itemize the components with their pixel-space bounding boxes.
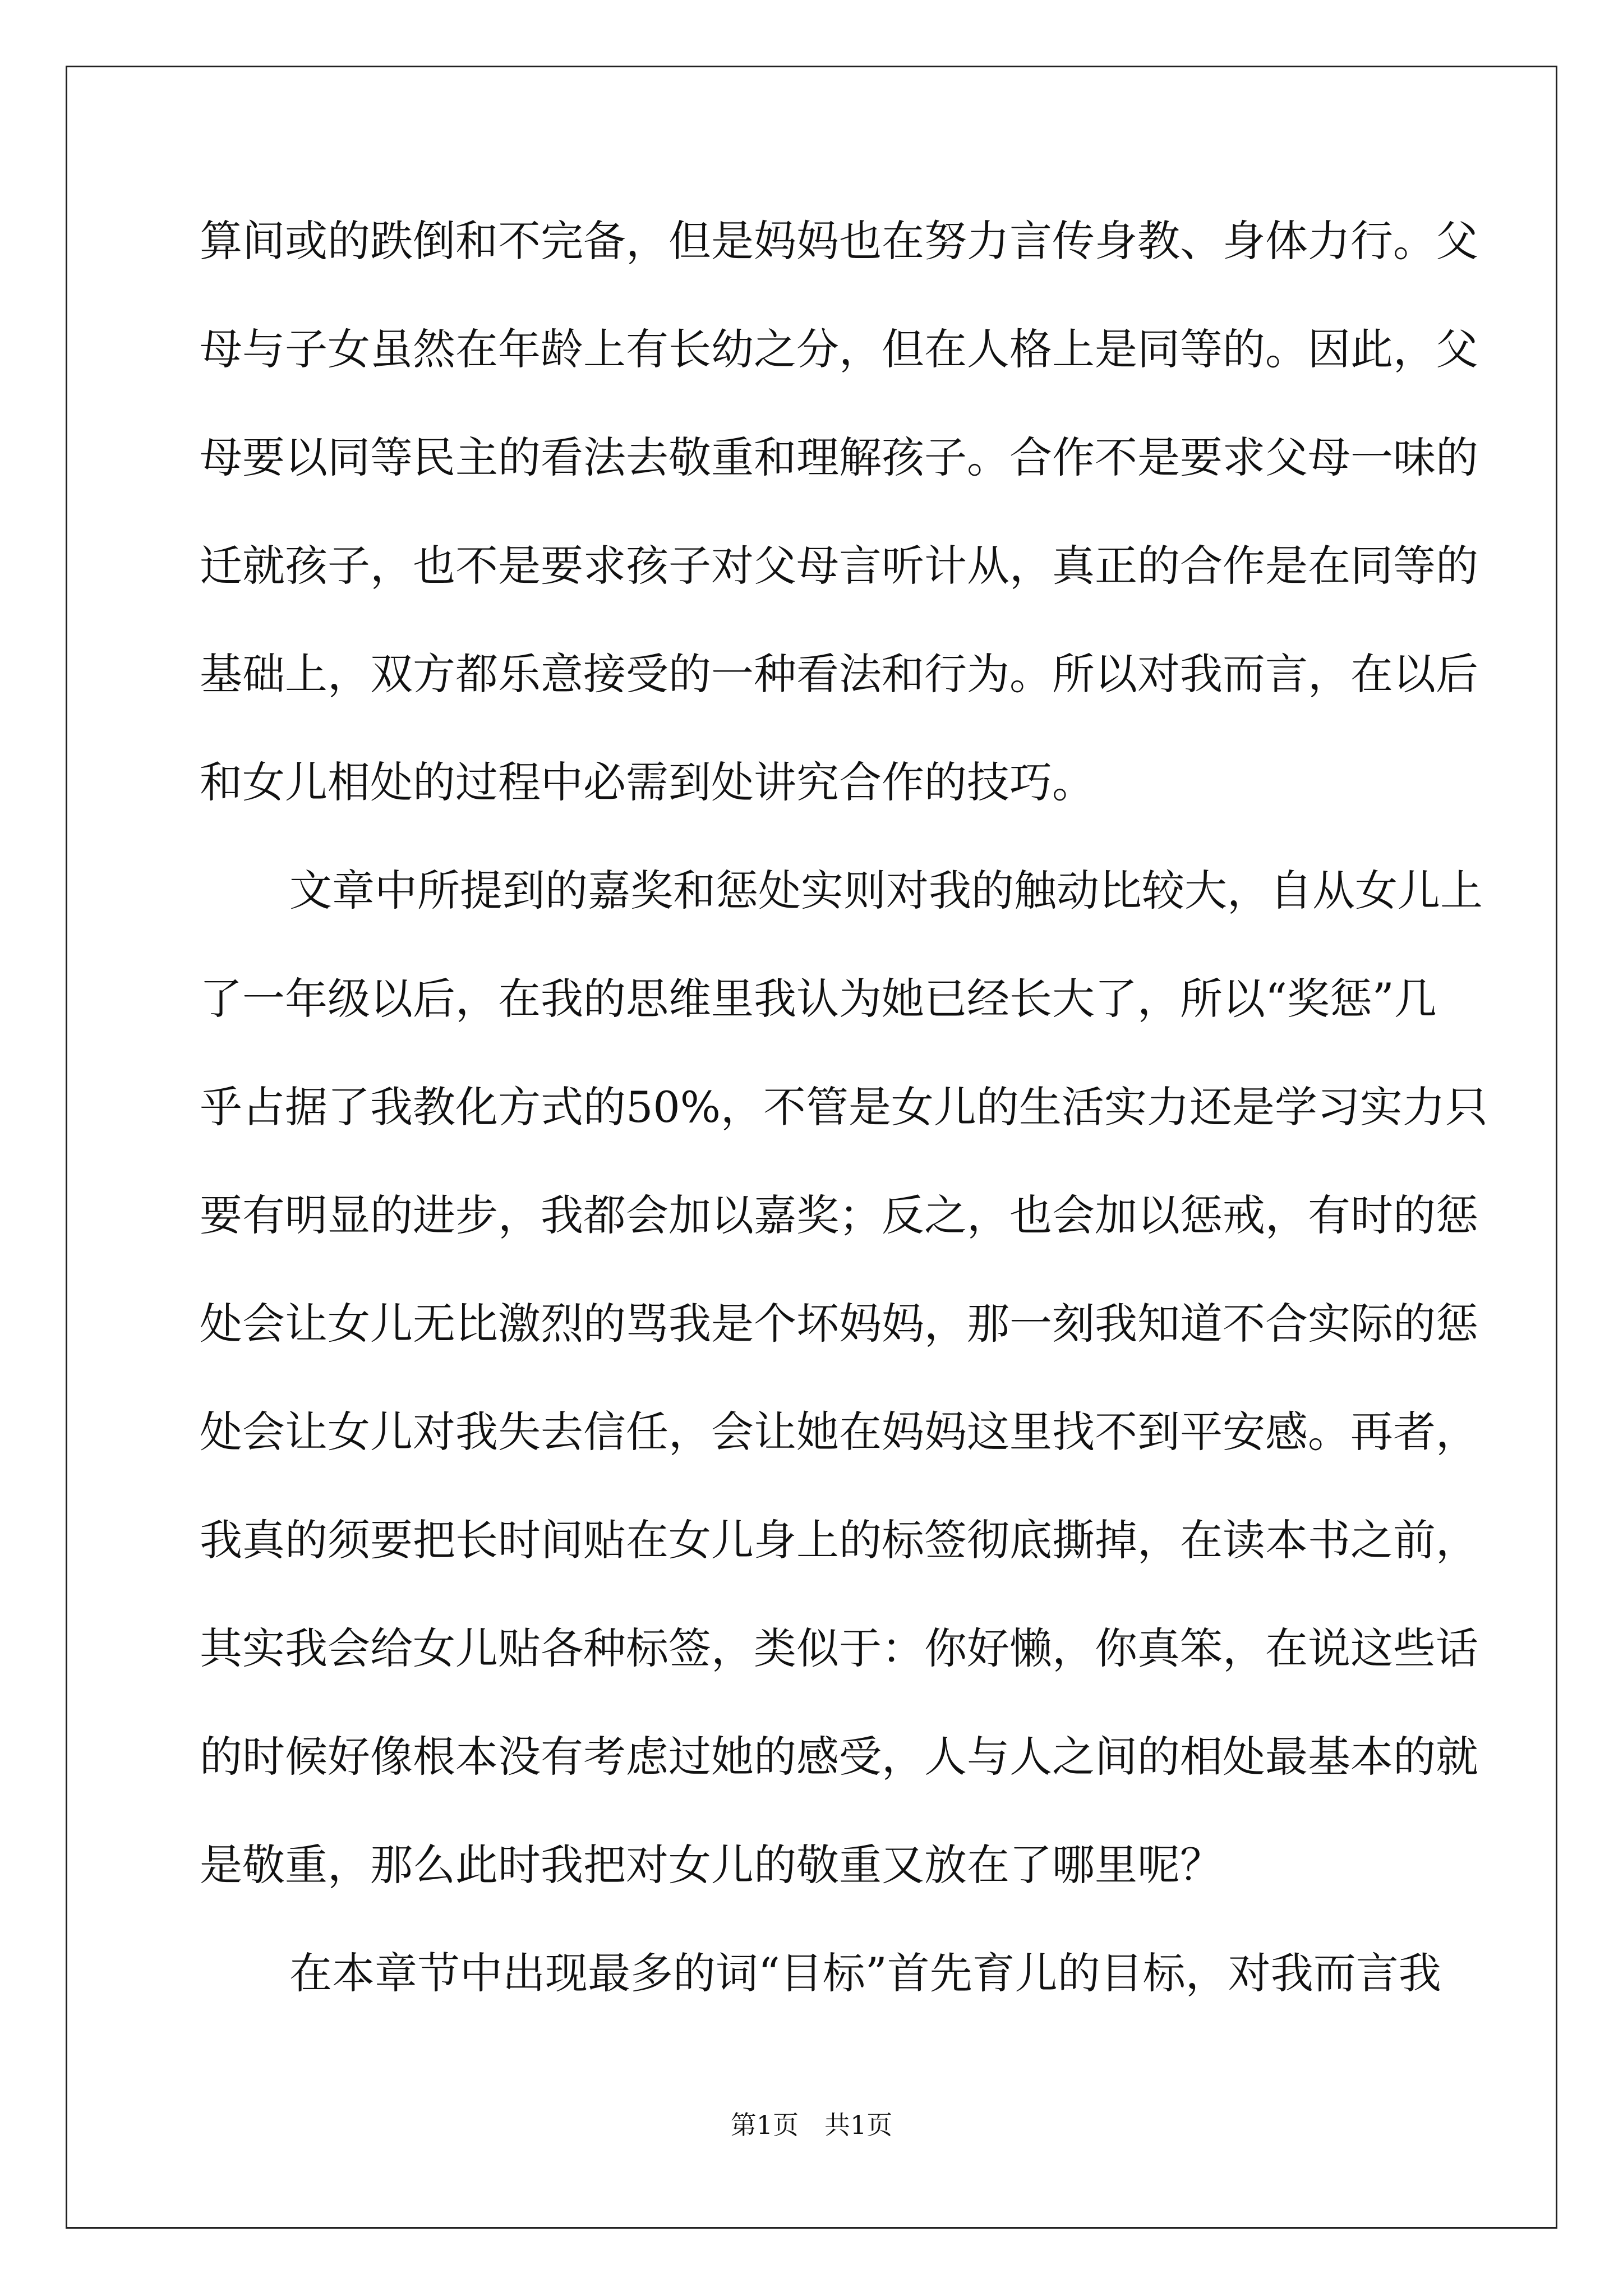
- page-number-footer: 第1页 共1页: [730, 2110, 893, 2140]
- text-line: 我真的须要把长时间贴在女儿身上的标签彻底撕掉，在读本书之前，: [200, 1515, 1478, 1565]
- text-line: 其实我会给女儿贴各种标签，类似于：你好懒，你真笨，在说这些话: [200, 1623, 1478, 1673]
- text-line: 是敬重，那么此时我把对女儿的敬重又放在了哪里呢？: [200, 1840, 1223, 1890]
- text-line: 处会让女儿无比激烈的骂我是个坏妈妈，那一刻我知道不合实际的惩: [200, 1299, 1478, 1349]
- text-line: 的时候好像根本没有考虑过她的感受，人与人之间的相处最基本的就: [200, 1732, 1478, 1782]
- text-line: 处会让女儿对我失去信任，会让她在妈妈这里找不到平安感。再者，: [200, 1407, 1478, 1457]
- text-line: 迁就孩子，也不是要求孩子对父母言听计从，真正的合作是在同等的: [200, 541, 1478, 591]
- text-line: 和女儿相处的过程中必需到处讲究合作的技巧。: [200, 757, 1095, 807]
- page-border: [66, 66, 1557, 2229]
- text-line: 要有明显的进步，我都会加以嘉奖；反之，也会加以惩戒，有时的惩: [200, 1190, 1478, 1240]
- text-line: 乎占据了我教化方式的50%，不管是女儿的生活实力还是学习实力只: [200, 1082, 1488, 1132]
- text-line: 了一年级以后，在我的思维里我认为她已经长大了，所以“奖惩”几: [200, 974, 1437, 1024]
- text-line: 母要以同等民主的看法去敬重和理解孩子。合作不是要求父母一味的: [200, 432, 1478, 482]
- paragraph-start-line: 在本章节中出现最多的词“目标”首先育儿的目标，对我而言我: [289, 1948, 1441, 1998]
- text-line: 算间或的跌倒和不完备，但是妈妈也在努力言传身教、身体力行。父: [200, 216, 1478, 266]
- paragraph-start-line: 文章中所提到的嘉奖和惩处实则对我的触动比较大，自从女儿上: [289, 866, 1483, 915]
- text-line: 母与子女虽然在年龄上有长幼之分，但在人格上是同等的。因此，父: [200, 324, 1478, 374]
- text-line: 基础上，双方都乐意接受的一种看法和行为。所以对我而言，在以后: [200, 649, 1478, 699]
